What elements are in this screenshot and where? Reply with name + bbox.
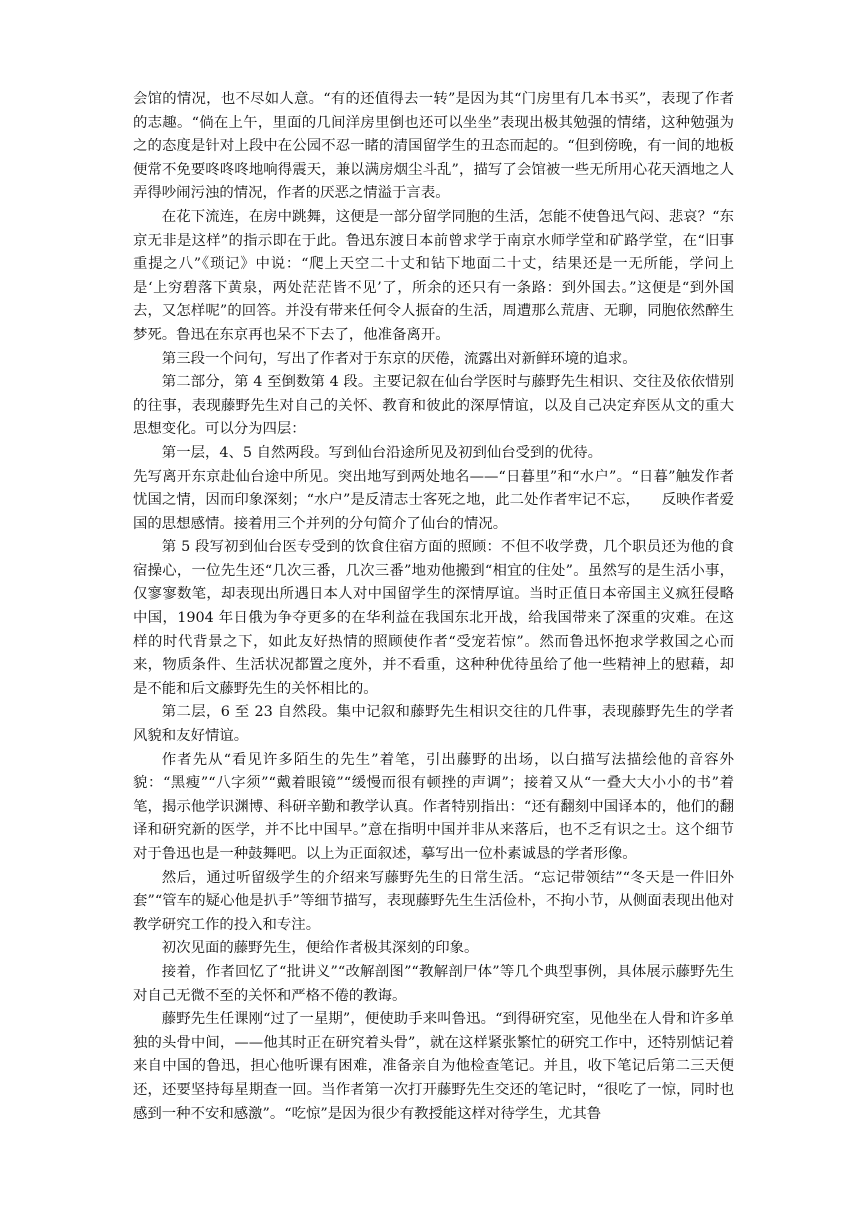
paragraph: 然后，通过听留级学生的介绍来写藤野先生的日常生活。“忘记带领结”“冬天是一件旧外套”“管车的疑心他是扒手”等细节描写，表现藤野先生生活俭朴，不拘小节，从侧面表现出他对教学研究工作的投入和专注。 <box>133 869 734 933</box>
paragraph: 第二部分，第 4 至倒数第 4 段。主要记叙在仙台学医时与藤野先生相识、交往及依依惜别的往事，表现藤野先生对自己的关怀、教育和彼此的深厚情谊，以及自己决定弃医从文的重大思想变化。可以分为四层： <box>133 374 734 438</box>
paragraph: 第二层，6 至 23 自然段。集中记叙和藤野先生相识交往的几件事，表现藤野先生的学者风貌和友好情谊。 <box>133 704 734 745</box>
paragraph: 作者先从“看见许多陌生的先生”着笔，引出藤野的出场，以白描写法描绘他的音容外貌：“黑瘦”“八字须”“戴着眼镜”“缓慢而很有顿挫的声调”；接着又从“一叠大大小小的书”着笔，揭示他学识渊博、科研辛勤和教学认真。作者特别指出：“还有翻刻中国译本的，他们的翻译和研究新的医学，并不比中国早。”意在指明中国并非从来落后，也不乏有识之士。这个细节对于鲁迅也是一种鼓舞吧。以上为正面叙述，摹写出一位朴素诚恳的学者形像。 <box>133 751 734 862</box>
paragraph: 第 5 段写初到仙台医专受到的饮食住宿方面的照顾：不但不收学费，几个职员还为他的食宿操心，一位先生还“几次三番，几次三番”地劝他搬到“相宜的住处”。虽然写的是生活小事，仅寥寥数笔，却表现出所遇日本人对中国留学生的深情厚谊。当时正值日本帝国主义疯狂侵略中国，1904 年日俄为争夺更多的在华利益在我国东北开战，给我国带来了深重的灾难。在这样的时代背景之下，如此友好热情的照顾使作者“受宠若惊”。然而鲁迅怀抱求学救国之心而来，物质条件、生活状况都置之度外，并不看重，这种种优待虽给了他一些精神上的慰藉，却是不能和后文藤野先生的关怀相比的。 <box>133 539 734 697</box>
paragraph: 先写离开东京赴仙台途中所见。突出地写到两处地名——“日暮里”和“水户”。“日暮”触发作者忧国之情，因而印象深刻；“水户”是反清志士客死之地，此二处作者牢记不忘， 反映作者爱国的思想感情。接着用三个并列的分句简介了仙台的情况。 <box>133 468 734 532</box>
document-page <box>133 88 734 1126</box>
paragraph: 接着，作者回忆了“批讲义”“改解剖图”“教解剖尸体”等几个典型事例，具体展示藤野先生对自己无微不至的关怀和严格不倦的教诲。 <box>133 963 734 1004</box>
paragraph: 在花下流连，在房中跳舞，这便是一部分留学同胞的生活，怎能不使鲁迅气闷、悲哀？“东京无非是这样”的指示即在于此。鲁迅东渡日本前曾求学于南京水师学堂和矿路学堂，在“旧事重提之八”《琐记》中说：“爬上天空二十丈和钻下地面二十丈，结果还是一无所能，学问上是‘上穷碧落下黄泉，两处茫茫皆不见’了，所余的还只有一条路：到外国去。”这便是“到外国去，又怎样呢”的回答。并没有带来任何令人振奋的生活，周遭那么荒唐、无聊，同胞依然醉生梦死。鲁迅在东京再也呆不下去了，他准备离开。 <box>133 208 734 343</box>
paragraph: 第一层，4、5 自然两段。写到仙台沿途所见及初到仙台受到的优待。 <box>161 444 603 461</box>
paragraph: 会馆的情况，也不尽如人意。“有的还值得去一转”是因为其“门房里有几本书买”，表现了作者的志趣。“倘在上午，里面的几间洋房里倒也还可以坐坐”表现出极其勉强的情绪，这种勉强为之的态度是针对上段中在公园不忍一睹的清国留学生的丑态而起的。“但到傍晚，有一间的地板便常不免要咚咚咚地响得震天，兼以满房烟尘斗乱”，描写了会馆被一些无所用心花天酒地之人弄得吵闹污浊的情况，作者的厌恶之情溢于言表。 <box>133 91 734 202</box>
paragraph: 初次见面的藤野先生，便给作者极其深刻的印象。 <box>161 940 479 957</box>
paragraph: 第三段一个问句，写出了作者对于东京的厌倦，流露出对新鲜环境的追求。 <box>161 350 637 367</box>
paragraph: 藤野先生任课刚“过了一星期”，便使助手来叫鲁迅。“到得研究室，见他坐在人骨和许多单独的头骨中间，——他其时正在研究着头骨”，就在这样紧张繁忙的研究工作中，还特别惦记着来自中国的鲁迅，担心他听课有困难，准备亲自为他检查笔记。并且，收下笔记后第二三天便还，还要坚持每星期查一回。当作者第一次打开藤野先生交还的笔记时，“很吃了一惊，同时也感到一种不安和感激”。“吃惊”是因为很少有教授能这样对待学生，尤其鲁 <box>133 1011 734 1122</box>
